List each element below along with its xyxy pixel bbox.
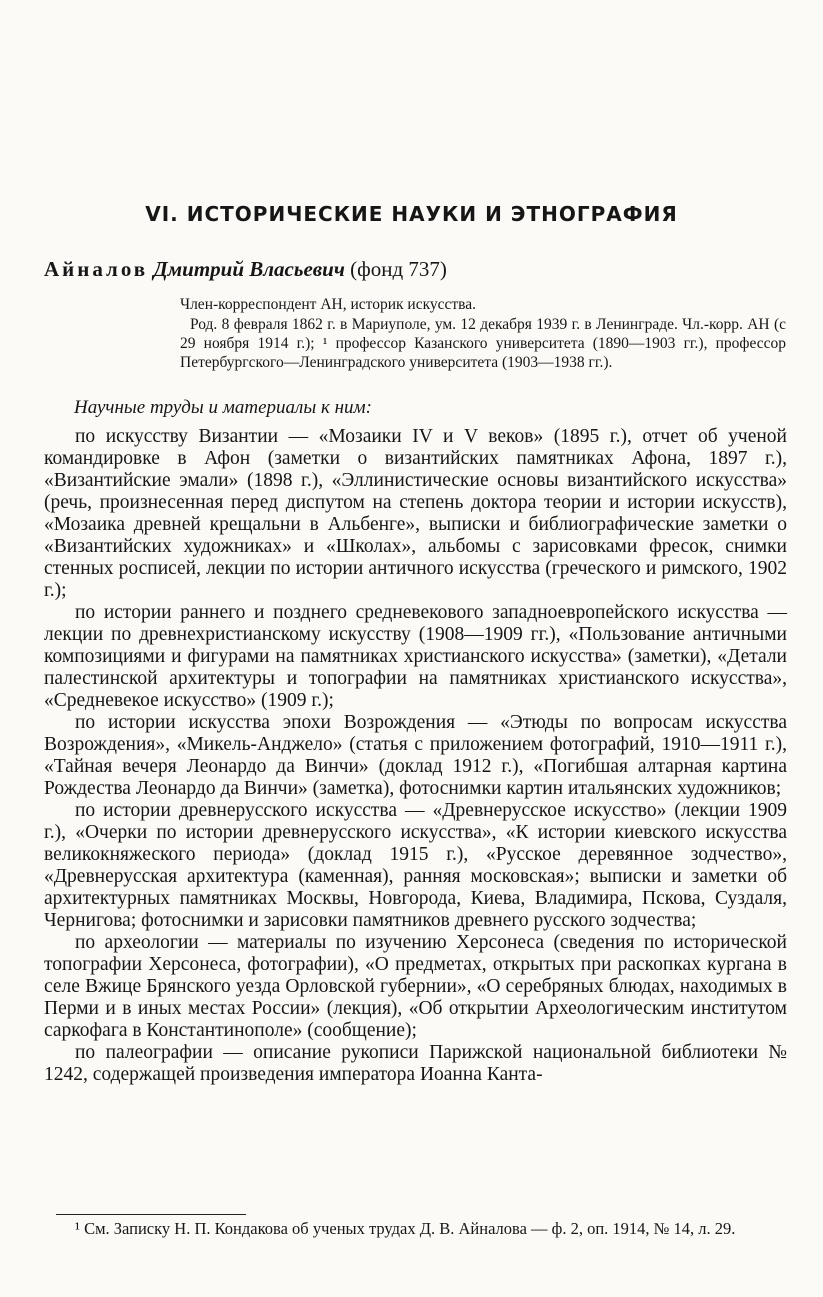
works-paragraph-byzantine: по искусству Византии — «Мозаики IV и V веков» (1895 г.), отчет об ученой командировке в Афон (заметки о византийских памятниках Афона, 1897 г.), «Византийские эмали» (1898 г.), «Эллинистические основы византийского искусства» (речь, произнесенная перед диспутом на степень доктора теории и истории искусств), «Мозаика древней крещальни в Альбенге», выписки и библиографические заметки о «Византийских художниках» и «Школах», альбомы с зарисовками фресок, снимки стенных росписей, лекции по истории античного искусства (греческого и римского, 1902 г.); (44, 426, 787, 601)
bio-details: Род. 8 февраля 1862 г. в Мариуполе, ум. 12 декабря 1939 г. в Ленинграде. Чл.-корр. АН (с 29 ноября 1914 г.); ¹ профессор Казанского университета (1890—1903 гг.), профессор Петербургского—Ленинградского университета (1903—1938 гг.). (180, 316, 786, 371)
author-surname: Айналов (44, 257, 149, 281)
works-paragraph-renaissance: по истории искусства эпохи Возрождения — «Этюды по вопросам искусства Возрождения», «Микель-Анджело» (статья с приложением фотографий, 1910—1911 г.), «Тайная вечеря Леонардо да Винчи» (доклад 1912 г.), «Погибшая алтарная картина Рождества Леонардо да Винчи» (заметка), фотоснимки картин итальянских художников; (44, 712, 787, 799)
works-paragraph-western-medieval: по истории раннего и позднего средневекового западноевропейского искусства — лекции по древнехристианскому искусству (1908—1909 гг.), «Пользование античными композициями и фигурами на памятниках христианского искусства» (заметки), «Детали палестинской архитектуры и топографии на памятниках христианского искусства», «Средневекое искусство» (1909 г.); (44, 602, 787, 711)
works-list (44, 426, 787, 1086)
footnote: ¹ См. Записку Н. П. Кондакова об ученых трудах Д. В. Айналова — ф. 2, оп. 1914, № 14, л. 29. (75, 1219, 736, 1238)
footnote-divider (56, 1214, 246, 1215)
fond-number: (фонд 737) (350, 257, 447, 281)
section-title: VI. ИСТОРИЧЕСКИЕ НАУКИ И ЭТНОГРАФИЯ (145, 202, 678, 226)
works-paragraph-archaeology: по археологии — материалы по изучению Херсонеса (сведения по исторической топографии Херсонеса, фотографии), «О предметах, открытых при раскопках кургана в селе Вжице Брянского уезда Орловской губернии», «О серебряных блюдах, находимых в Перми и в иных местах России» (лекция), «Об открытии Археологическим институтом саркофага в Константинополе» (сообщение); (44, 932, 787, 1041)
author-heading (44, 257, 447, 282)
works-subheading: Научные труды и материалы к ним: (74, 397, 372, 418)
works-paragraph-palaeography: по палеографии — описание рукописи Парижской национальной библиотеки № 1242, содержащей произведения императора Иоанна Канта- (44, 1042, 787, 1085)
works-paragraph-old-russian: по истории древнерусского искусства — «Древнерусское искусство» (лекции 1909 г.), «Очерки по истории древнерусского искусства», «К истории киевского искусства великокняжеского периода» (доклад 1915 г.), «Русское деревянное зодчество», «Древнерусская архитектура (каменная), ранняя московская»; выписки и заметки об архитектурных памятниках Москвы, Новгорода, Киева, Владимира, Пскова, Суздаля, Чернигова; фотоснимки и зарисовки памятников древнего русского зодчества; (44, 800, 787, 931)
author-given-names: Дмитрий Власьевич (153, 257, 345, 281)
author-biography (180, 295, 786, 372)
bio-role: Член-корреспондент АН, историк искусства. (180, 296, 477, 313)
